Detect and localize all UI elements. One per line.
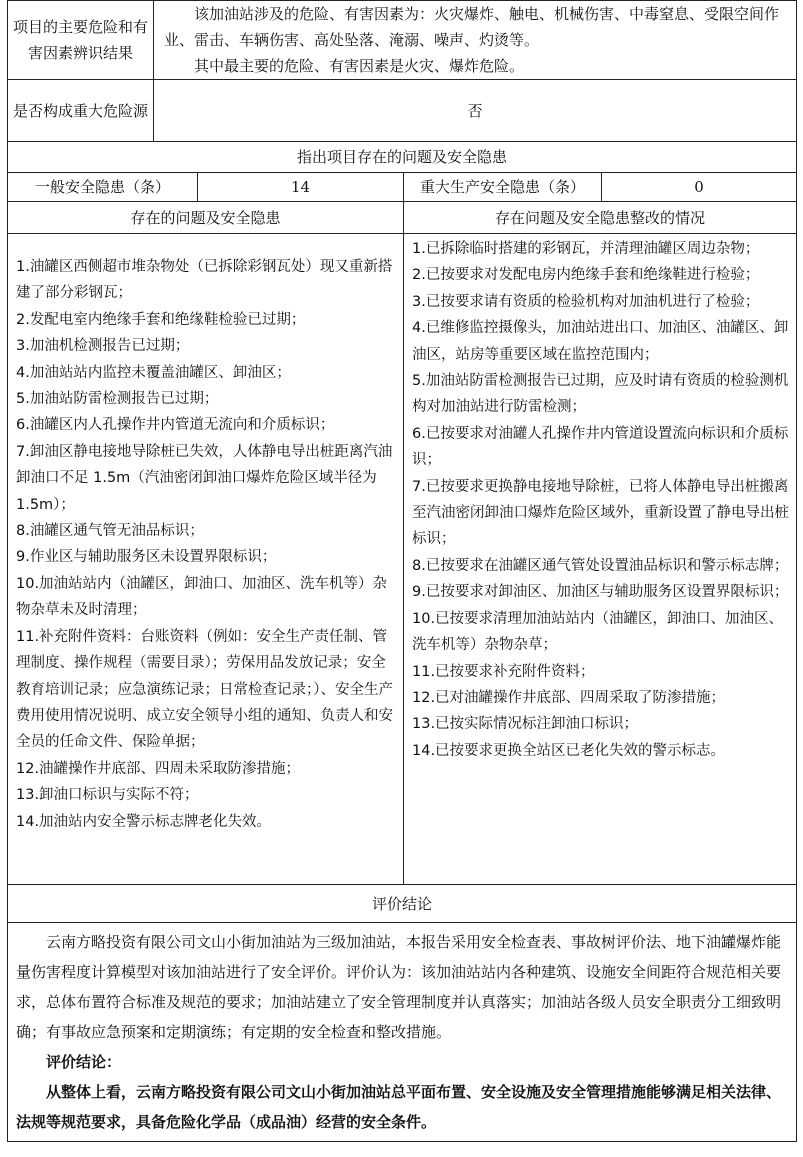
evaluation-header: 评价结论 bbox=[8, 885, 797, 923]
rectification-item: 2.已按要求对发配电房内绝缘手套和绝缘鞋进行检验； bbox=[412, 267, 760, 284]
major-hazard-row bbox=[8, 80, 797, 142]
rectification-item: 7.已按要求更换静电接地导除桩，已将人体静电导出桩搬离至汽油密闭卸油口爆炸危险区域外，重新设置了静电导出桩标识； bbox=[412, 478, 789, 548]
rectification-item: 3.已按要求请有资质的检验机构对加油机进行了检验； bbox=[412, 293, 760, 310]
evaluation-table bbox=[7, 0, 797, 1142]
report-page bbox=[7, 0, 796, 1157]
rectification-item: 5.加油站防雷检测报告已过期，应及时请有资质的检验测机构对加油站进行防雷检测； bbox=[412, 373, 789, 416]
major-hazard-value: 否 bbox=[154, 80, 797, 142]
evaluation-paragraph: 云南方略投资有限公司文山小街加油站为三级加油站，本报告采用安全检查表、事故树评价法、地下油罐爆炸能量伤害程度计算模型对该加油站进行了安全评价。评价认为：该加油站站内各种建筑、设施安全间距符合规范相关要求，总体布置符合标准及规范的要求；加油站建立了安全管理制度并认真落实；加油站各级人员安全职责分工细致明确；有事故应急预案和定期演练；有定期的安全检查和整改措施。 bbox=[16, 933, 782, 1041]
major-hazard-label: 是否构成重大危险源 bbox=[8, 80, 154, 142]
issue-item: 7.卸油区静电接地导除桩已失效，人体静电导出桩距离汽油卸油口不足 1.5m（汽油密闭卸油口爆炸危险区域半径为 1.5m）； bbox=[16, 443, 393, 513]
issue-item: 8.油罐区通气管无油品标识； bbox=[16, 523, 204, 540]
issues-header-row bbox=[8, 142, 797, 173]
rectification-item: 11.已按要求补充附件资料； bbox=[412, 663, 595, 680]
risk-identification-text-2: 其中最主要的危险、有害因素是火灾、爆炸危险。 bbox=[194, 57, 525, 75]
risk-identification-text-1: 该加油站涉及的危险、有害因素为：火灾爆炸、触电、机械伤害、中毒窒息、受限空间作业、雷击、车辆伤害、高处坠落、淹溺、噪声、灼烫等。 bbox=[164, 5, 780, 49]
rectification-item: 9.已按要求对卸油区、加油区与辅助服务区设置界限标识； bbox=[412, 584, 789, 601]
rectification-item: 12.已对油罐操作井底部、四周采取了防渗措施； bbox=[412, 689, 726, 706]
issue-item: 14.加油站内安全警示标志牌老化失效。 bbox=[16, 813, 272, 830]
issues-header: 指出项目存在的问题及安全隐患 bbox=[8, 142, 797, 173]
major-hazard-count-label: 重大生产安全隐患（条） bbox=[404, 173, 602, 202]
evaluation-header-row bbox=[8, 885, 797, 923]
evaluation-content bbox=[8, 923, 797, 1142]
risk-identification-row bbox=[8, 1, 797, 80]
issue-item: 12.油罐操作井底部、四周未采取防渗措施； bbox=[16, 760, 301, 777]
issues-content-row bbox=[8, 234, 797, 885]
issue-item: 2.发配电室内绝缘手套和绝缘鞋检验已过期； bbox=[16, 311, 306, 328]
rectification-item: 10.已按要求清理加油站站内（油罐区，卸油口、加油区、洗车机等）杂物杂草； bbox=[412, 610, 784, 654]
issue-item: 5.加油站防雷检测报告已过期； bbox=[16, 391, 219, 408]
general-hazard-count: 14 bbox=[198, 173, 404, 202]
rectification-item: 13.已按实际情况标注卸油口标识； bbox=[412, 716, 639, 733]
rectification-item: 8.已按要求在油罐区通气管处设置油品标识和警示标志牌； bbox=[412, 557, 789, 574]
issue-item: 1.油罐区西侧超市堆杂物处（已拆除彩钢瓦处）现又重新搭建了部分彩钢瓦； bbox=[16, 259, 393, 302]
issues-list bbox=[8, 234, 404, 885]
issue-item: 4.加油站站内监控未覆盖油罐区、卸油区； bbox=[16, 364, 291, 381]
issue-item: 6.油罐区内人孔操作井内管道无流向和介质标识； bbox=[16, 417, 335, 434]
issue-item: 9.作业区与辅助服务区未设置界限标识； bbox=[16, 549, 277, 566]
rectification-column-header: 存在问题及安全隐患整改的情况 bbox=[404, 202, 797, 234]
risk-identification-content bbox=[154, 1, 797, 80]
issue-item: 3.加油机检测报告已过期； bbox=[16, 338, 190, 355]
risk-identification-label: 项目的主要危险和有害因素辨识结果 bbox=[8, 1, 154, 80]
major-hazard-count: 0 bbox=[602, 173, 797, 202]
evaluation-content-row bbox=[8, 923, 797, 1142]
evaluation-conclusion-text: 从整体上看，云南方略投资有限公司文山小街加油站总平面布置、安全设施及安全管理措施能够满足相关法律、法规等规范要求，具备危险化学品（成品油）经营的安全条件。 bbox=[16, 1083, 782, 1131]
rectification-item: 6.已按要求对油罐人孔操作井内管道设置流向标识和介质标识； bbox=[412, 425, 789, 469]
issue-item: 13.卸油口标识与实际不符； bbox=[16, 787, 199, 804]
issue-item: 11.补充附件资料：台账资料（例如：安全生产责任制、管理制度、操作规程（需要目录）；劳保用品发放记录；安全教育培训记录；应急演练记录；日常检查记录；）、安全生产费用使用情况说明、成立安全领导小组的通知、负责人和安全员的任命文件、保险单据； bbox=[16, 628, 393, 751]
evaluation-conclusion-label: 评价结论： bbox=[46, 1053, 122, 1071]
rectification-item: 1.已拆除临时搭建的彩钢瓦，并清理油罐区周边杂物； bbox=[412, 241, 760, 257]
columns-header-row bbox=[8, 202, 797, 234]
issue-item: 10.加油站站内（油罐区，卸油口、加油区、洗车机等）杂物杂草未及时清理； bbox=[16, 575, 388, 619]
rectification-item: 4.已维修监控摄像头，加油站进出口、加油区、油罐区、卸油区，站房等重要区域在监控范围内； bbox=[412, 320, 789, 363]
general-hazard-label: 一般安全隐患（条） bbox=[8, 173, 198, 202]
rectification-item: 14.已按要求更换全站区已老化失效的警示标志。 bbox=[412, 742, 726, 759]
issues-column-header: 存在的问题及安全隐患 bbox=[8, 202, 404, 234]
counts-row bbox=[8, 173, 797, 202]
rectification-list bbox=[404, 234, 797, 885]
